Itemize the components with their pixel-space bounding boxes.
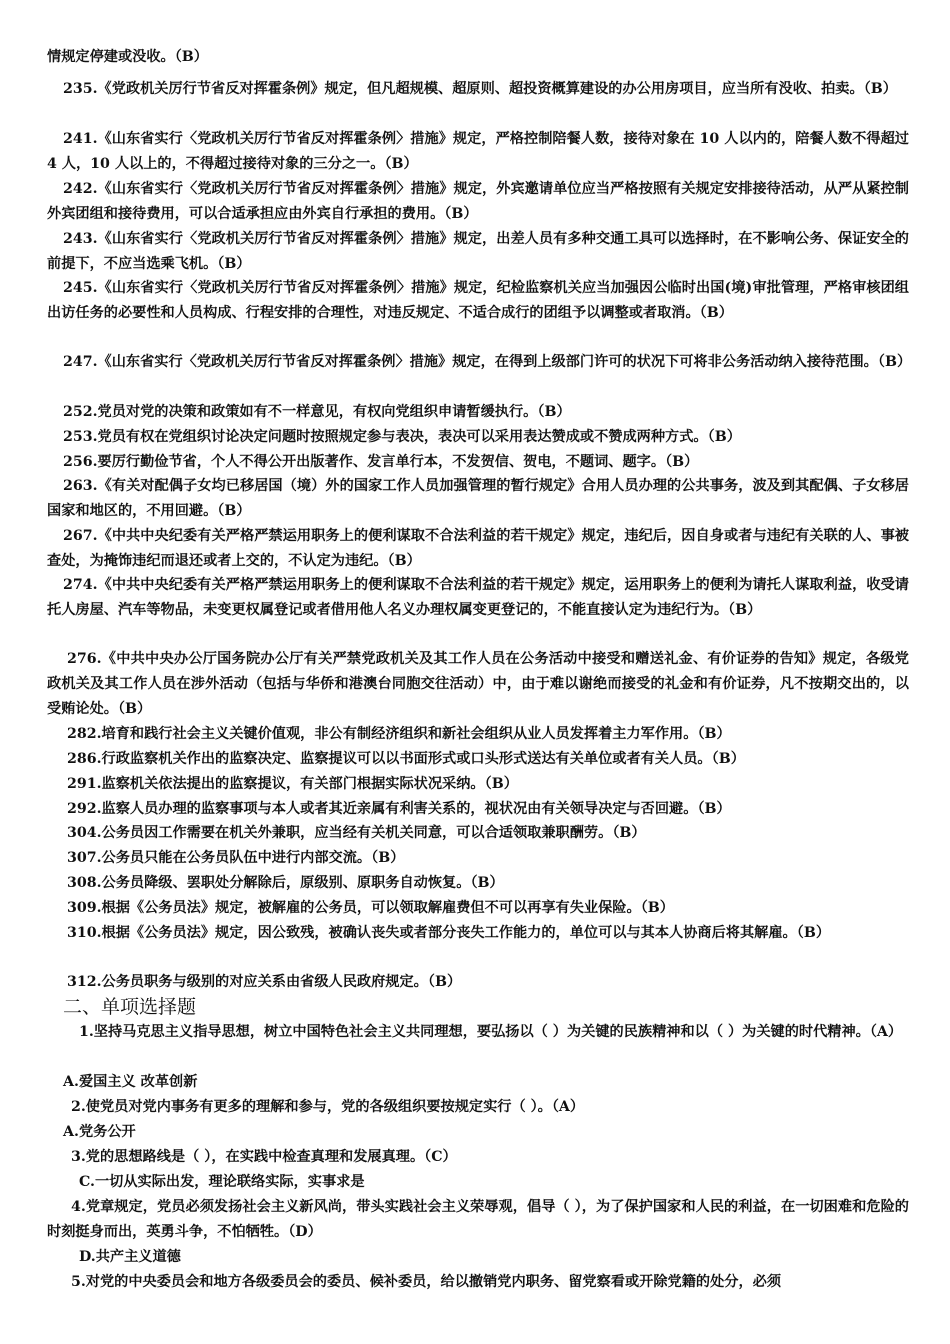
tf-item-304: 304.公务员因工作需要在机关外兼职，应当经有关机关同意，可以合适领取兼职酬劳。（B） <box>67 825 646 841</box>
tf-item-307: 307.公务员只能在公务员队伍中进行内部交流。（B） <box>67 850 405 866</box>
choice-answer-2: A.党务公开 <box>63 1124 136 1140</box>
choice-question-2: 2.使党员对党内事务有更多的理解和参与，党的各级组织要按规定实行（ ）。（A） <box>71 1099 585 1115</box>
tf-item-274: 274.《中共中央纪委有关严格严禁运用职务上的便利谋取不合法利益的若干规定》规定，运用职务上的便利为请托人谋取利益，收受请托人房屋、汽车等物品，未变更权属登记或者借用他人名义办理权属变更登记的，不能直接认定为违纪行为。（B） <box>47 577 909 618</box>
tf-item-235: 235.《党政机关厉行节省反对挥霍条例》规定，但凡超规模、超原则、超投资概算建设的办公用房项目，应当所有没收、拍卖。（B） <box>63 81 897 97</box>
tf-item-253: 253.党员有权在党组织讨论决定问题时按照规定参与表决，表决可以采用表达赞成或不赞成两种方式。（B） <box>63 429 741 445</box>
choice-answer-4: D.共产主义道德 <box>79 1249 181 1265</box>
tf-item-309: 309.根据《公务员法》规定，被解雇的公务员，可以领取解雇费但不可以再享有失业保险。（B） <box>67 900 674 916</box>
choice-answer-3: C.一切从实际出发，理论联络实际，实事求是 <box>79 1174 365 1190</box>
tf-item-282: 282.培育和践行社会主义关键价值观，非公有制经济组织和新社会组织从业人员发挥着主力军作用。（B） <box>67 726 731 742</box>
tf-item-312: 312.公务员职务与级别的对应关系由省级人民政府规定。（B） <box>67 974 462 990</box>
tf-item-292: 292.监察人员办理的监察事项与本人或者其近亲属有利害关系的，视状况由有关领导决定与否回避。（B） <box>67 801 731 817</box>
tf-item-291: 291.监察机关依法提出的监察提议，有关部门根据实际状况采纳。（B） <box>67 776 518 792</box>
tf-item-247: 247.《山东省实行〈党政机关厉行节省反对挥霍条例〉措施》规定，在得到上级部门许可的状况下可将非公务活动纳入接待范围。（B） <box>63 354 912 370</box>
choice-question-4: 4.党章规定，党员必须发扬社会主义新风尚，带头实践社会主义荣辱观，倡导（ ），为了保护国家和人民的利益，在一切困难和危险的时刻挺身而出，英勇斗争，不怕牺牲。（D） <box>47 1199 909 1240</box>
section-heading: 二、单项选择题 <box>63 996 197 1018</box>
tf-item-308: 308.公务员降级、罢职处分解除后，原级别、原职务自动恢复。（B） <box>67 875 504 891</box>
tf-item-263: 263.《有关对配偶子女均已移居国（境）外的国家工作人员加强管理的暂行规定》合用人员办理的公共事务，波及到其配偶、子女移居国家和地区的，不用回避。（B） <box>47 478 909 519</box>
tf-item-267: 267.《中共中央纪委有关严格严禁运用职务上的便利谋取不合法利益的若干规定》规定，违纪后，因自身或者与违纪有关联的人、事被查处，为掩饰违纪而退还或者上交的，不认定为违纪。（B） <box>47 528 909 569</box>
tf-item-241: 241.《山东省实行〈党政机关厉行节省反对挥霍条例〉措施》规定，严格控制陪餐人数，接待对象在 10 人以内的，陪餐人数不得超过 4 人，10 人以上的，不得超过接待对象的三分之一。（B） <box>47 131 909 172</box>
choice-question-3: 3.党的思想路线是（ ），在实践中检查真理和发展真理。（C） <box>71 1149 457 1165</box>
tf-item-286: 286.行政监察机关作出的监察决定、监察提议可以以书面形式或口头形式送达有关单位或者有关人员。（B） <box>67 751 745 767</box>
tf-item-243: 243.《山东省实行〈党政机关厉行节省反对挥霍条例〉措施》规定，出差人员有多种交通工具可以选择时，在不影响公务、保证安全的前提下，不应当选乘飞机。（B） <box>47 231 909 272</box>
tf-item-242: 242.《山东省实行〈党政机关厉行节省反对挥霍条例〉措施》规定，外宾邀请单位应当严格按照有关规定安排接待活动，从严从紧控制外宾团组和接待费用，可以合适承担应由外宾自行承担的费用。（B） <box>47 181 909 222</box>
tf-item-256: 256.要厉行勤俭节省，个人不得公开出版著作、发言单行本，不发贺信、贺电，不题词、题字。（B） <box>63 454 699 470</box>
tf-item-252: 252.党员对党的决策和政策如有不一样意见，有权向党组织申请暂缓执行。（B） <box>63 404 571 420</box>
choice-question-5: 5.对党的中央委员会和地方各级委员会的委员、候补委员，给以撤销党内职务、留党察看或开除党籍的处分，必须 <box>71 1274 782 1290</box>
choice-answer-1: A.爱国主义 改革创新 <box>63 1074 198 1090</box>
tf-item-245: 245.《山东省实行〈党政机关厉行节省反对挥霍条例〉措施》规定，纪检监察机关应当加强因公临时出国(境)审批管理，严格审核团组出访任务的必要性和人员构成、行程安排的合理性，对违反规定、不适合成行的团组予以调整或者取消。（B） <box>47 280 909 321</box>
tf-item-fragment: 情规定停建或没收。（B） <box>47 49 208 65</box>
tf-item-276: 276.《中共中央办公厅国务院办公厅有关严禁党政机关及其工作人员在公务活动中接受和赠送礼金、有价证券的告知》规定，各级党政机关及其工作人员在涉外活动（包括与华侨和港澳台同胞交往活动）中，由于难以谢绝而接受的礼金和有价证券，凡不按期交出的，以受贿论处。（B） <box>47 651 909 717</box>
choice-question-1: 1.坚持马克思主义指导思想，树立中国特色社会主义共同理想，要弘扬以（ ）为关键的民族精神和以（ ）为关键的时代精神。（A） <box>79 1024 903 1040</box>
tf-item-310: 310.根据《公务员法》规定，因公致残，被确认丧失或者部分丧失工作能力的，单位可以与其本人协商后将其解雇。（B） <box>67 925 831 941</box>
